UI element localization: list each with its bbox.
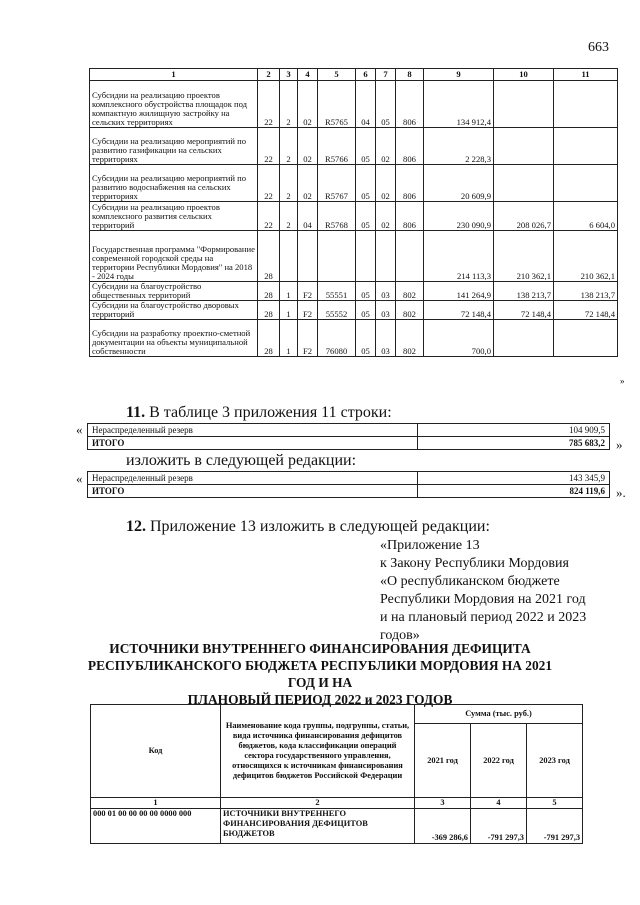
- row-code-cell: 802: [396, 282, 424, 301]
- row-amount: 214 113,3: [424, 231, 494, 282]
- header-cell: 11: [554, 69, 618, 81]
- section12-number: 12.: [126, 518, 146, 535]
- table-row: [90, 165, 618, 202]
- year-header: 2023 год: [527, 724, 583, 798]
- header-cell: 5: [318, 69, 356, 81]
- row-code-cell: 02: [376, 202, 396, 231]
- row-code-cell: 2: [280, 202, 298, 231]
- row-code-cell: 28: [258, 320, 280, 357]
- column-number: 1: [91, 798, 221, 809]
- row-code-cell: F2: [298, 282, 318, 301]
- row-name: Субсидии на реализацию проектов комплексного развития сельских территорий: [90, 202, 258, 231]
- row-name: Субсидии на благоустройство общественных территорий: [90, 282, 258, 301]
- row-amount: [494, 128, 554, 165]
- total-label: ИТОГО: [88, 437, 418, 450]
- header-cell: 4: [298, 69, 318, 81]
- header-cell: 10: [494, 69, 554, 81]
- row-code-cell: 05: [356, 165, 376, 202]
- row-code-cell: 55551: [318, 282, 356, 301]
- column-number-row: [91, 798, 583, 809]
- table-row: [88, 485, 610, 498]
- row-code-cell: 28: [258, 301, 280, 320]
- row-code-cell: R5765: [318, 81, 356, 128]
- row-value-2023: -791 297,3: [527, 809, 583, 844]
- appendix-caption: [380, 537, 586, 645]
- close-quote: »: [616, 437, 623, 452]
- row-code-cell: [298, 231, 318, 282]
- open-quote: «: [76, 471, 83, 486]
- row-code-cell: 03: [376, 320, 396, 357]
- row-code-cell: R5766: [318, 128, 356, 165]
- row-code-cell: 1: [280, 282, 298, 301]
- section11-text: В таблице 3 приложения 11 строки:: [149, 404, 392, 421]
- reserve-label: Нераспределенный резерв: [88, 472, 418, 485]
- row-code-cell: [318, 231, 356, 282]
- section12-heading: [126, 518, 490, 536]
- row-code-cell: 02: [376, 165, 396, 202]
- row-amount: 6 604,0: [554, 202, 618, 231]
- row-code-cell: 806: [396, 81, 424, 128]
- row-code-cell: 04: [298, 202, 318, 231]
- row-code-cell: 05: [356, 202, 376, 231]
- table-row: [90, 231, 618, 282]
- appendix-line: «Приложение 13: [380, 538, 480, 553]
- reserve-table-new: [87, 471, 610, 498]
- table-row: [90, 81, 618, 128]
- appropriations-table: [89, 68, 618, 357]
- row-code-cell: 22: [258, 202, 280, 231]
- table-row: [90, 282, 618, 301]
- reserve-table-old: [87, 423, 610, 450]
- row-code-cell: [396, 231, 424, 282]
- table-row: [90, 202, 618, 231]
- row-amount: 2 228,3: [424, 128, 494, 165]
- column-number: 3: [415, 798, 471, 809]
- row-code-cell: R5767: [318, 165, 356, 202]
- close-quote: ».: [616, 485, 626, 500]
- reserve-value: 143 345,9: [418, 472, 610, 485]
- reserve-label: Нераспределенный резерв: [88, 424, 418, 437]
- row-amount: 700,0: [424, 320, 494, 357]
- row-name: Субсидии на реализацию мероприятий по развитию газификации на сельских территориях: [90, 128, 258, 165]
- row-code-cell: 02: [376, 128, 396, 165]
- code-header: Код: [91, 705, 221, 798]
- row-code-cell: 02: [298, 165, 318, 202]
- table-header-row: [91, 705, 583, 724]
- table-row: [88, 437, 610, 450]
- row-amount: [494, 320, 554, 357]
- row-amount: [494, 81, 554, 128]
- table-row: [90, 301, 618, 320]
- table-row: [88, 424, 610, 437]
- table-row: [90, 128, 618, 165]
- row-value-2022: -791 297,3: [471, 809, 527, 844]
- row-amount: [554, 128, 618, 165]
- table-row: [91, 809, 583, 844]
- row-code-cell: 28: [258, 282, 280, 301]
- page-title: [80, 640, 560, 708]
- row-code-cell: 28: [258, 231, 280, 282]
- row-name: ИСТОЧНИКИ ВНУТРЕННЕГО ФИНАНСИРОВАНИЯ ДЕФИЦИТОВ БЮДЖЕТОВ: [221, 809, 415, 844]
- row-code-cell: 2: [280, 81, 298, 128]
- row-code-cell: 1: [280, 320, 298, 357]
- row-amount: 138 213,7: [494, 282, 554, 301]
- row-amount: 72 148,4: [424, 301, 494, 320]
- row-code-cell: 03: [376, 282, 396, 301]
- row-code-cell: 22: [258, 81, 280, 128]
- row-code: 000 01 00 00 00 00 0000 000: [91, 809, 221, 844]
- table-row: [90, 320, 618, 357]
- header-cell: 9: [424, 69, 494, 81]
- reserve-value: 104 909,5: [418, 424, 610, 437]
- header-cell: 1: [90, 69, 258, 81]
- row-name: Субсидии на реализацию проектов комплексного обустройства площадок под компактную жилищную застройку на сельских территориях: [90, 81, 258, 128]
- section11-heading: [126, 404, 392, 422]
- row-amount: [494, 165, 554, 202]
- mid-text: изложить в следующей редакции:: [126, 452, 357, 469]
- section11-number: 11.: [126, 404, 146, 421]
- appendix-line: и на плановый период 2022 и 2023: [380, 610, 587, 625]
- name-header: Наименование кода группы, подгруппы, статьи, вида источника финансирования дефицитов бюджетов, кода классификации операций сектора государственного управления, относящихся к источникам финансирования дефицитов бюджетов Российской Федерации: [221, 705, 415, 798]
- row-value-2021: -369 286,6: [415, 809, 471, 844]
- total-value: 824 119,6: [418, 485, 610, 498]
- row-amount: 138 213,7: [554, 282, 618, 301]
- title-line: ИСТОЧНИКИ ВНУТРЕННЕГО ФИНАНСИРОВАНИЯ ДЕФИЦИТА: [109, 641, 531, 656]
- open-quote: «: [76, 422, 83, 437]
- row-amount: 230 090,9: [424, 202, 494, 231]
- total-value: 785 683,2: [418, 437, 610, 450]
- row-amount: 72 148,4: [554, 301, 618, 320]
- header-cell: 3: [280, 69, 298, 81]
- table-header-row: [90, 69, 618, 81]
- row-code-cell: 04: [356, 81, 376, 128]
- appendix-line: «О республиканском бюджете: [380, 574, 560, 589]
- row-code-cell: 05: [356, 282, 376, 301]
- row-amount: [554, 81, 618, 128]
- title-line: РЕСПУБЛИКАНСКОГО БЮДЖЕТА РЕСПУБЛИКИ МОРДОВИЯ НА 2021 ГОД И НА: [87, 658, 553, 690]
- row-code-cell: 76080: [318, 320, 356, 357]
- row-code-cell: 22: [258, 165, 280, 202]
- header-cell: 6: [356, 69, 376, 81]
- row-code-cell: 02: [298, 128, 318, 165]
- row-code-cell: 1: [280, 301, 298, 320]
- row-code-cell: 806: [396, 165, 424, 202]
- row-amount: 72 148,4: [494, 301, 554, 320]
- row-code-cell: 05: [356, 128, 376, 165]
- year-header: 2021 год: [415, 724, 471, 798]
- row-code-cell: 806: [396, 202, 424, 231]
- table-row: [88, 472, 610, 485]
- appendix-line: годов»: [380, 628, 420, 643]
- row-code-cell: 05: [356, 301, 376, 320]
- row-amount: [554, 165, 618, 202]
- row-name: Субсидии на разработку проектно-сметной документации на объекты муниципальной собственности: [90, 320, 258, 357]
- row-code-cell: F2: [298, 301, 318, 320]
- header-cell: 8: [396, 69, 424, 81]
- row-code-cell: [280, 231, 298, 282]
- section12-text: Приложение 13 изложить в следующей редакции:: [150, 518, 490, 535]
- column-number: 5: [527, 798, 583, 809]
- row-name: Государственная программа "Формирование современной городской среды на территории Республики Мордовия" на 2018 - 2024 годы: [90, 231, 258, 282]
- appendix-line: Республики Мордовия на 2021 год: [380, 592, 586, 607]
- row-code-cell: 55552: [318, 301, 356, 320]
- row-amount: [554, 320, 618, 357]
- row-code-cell: 2: [280, 128, 298, 165]
- row-code-cell: 05: [376, 81, 396, 128]
- row-code-cell: [356, 231, 376, 282]
- row-amount: 208 026,7: [494, 202, 554, 231]
- page-number: 663: [588, 40, 609, 55]
- sources-table: [90, 704, 583, 844]
- row-code-cell: R5768: [318, 202, 356, 231]
- appendix-line: к Закону Республики Мордовия: [380, 556, 569, 571]
- row-name: Субсидии на реализацию мероприятий по развитию водоснабжения на сельских территориях: [90, 165, 258, 202]
- sum-header: Сумма (тыс. руб.): [415, 705, 583, 724]
- table1-close-quote: »: [620, 376, 625, 386]
- row-amount: 141 264,9: [424, 282, 494, 301]
- row-code-cell: [376, 231, 396, 282]
- row-code-cell: 802: [396, 301, 424, 320]
- header-cell: 7: [376, 69, 396, 81]
- total-label: ИТОГО: [88, 485, 418, 498]
- row-code-cell: 05: [356, 320, 376, 357]
- row-amount: 20 609,9: [424, 165, 494, 202]
- title-line: ПЛАНОВЫЙ ПЕРИОД 2022 и 2023 ГОДОВ: [187, 692, 453, 707]
- row-amount: 210 362,1: [494, 231, 554, 282]
- row-amount: 210 362,1: [554, 231, 618, 282]
- header-cell: 2: [258, 69, 280, 81]
- row-code-cell: 02: [298, 81, 318, 128]
- row-code-cell: 802: [396, 320, 424, 357]
- row-code-cell: F2: [298, 320, 318, 357]
- row-code-cell: 806: [396, 128, 424, 165]
- column-number: 2: [221, 798, 415, 809]
- row-code-cell: 2: [280, 165, 298, 202]
- row-amount: 134 912,4: [424, 81, 494, 128]
- row-name: Субсидии на благоустройство дворовых территорий: [90, 301, 258, 320]
- row-code-cell: 03: [376, 301, 396, 320]
- column-number: 4: [471, 798, 527, 809]
- year-header: 2022 год: [471, 724, 527, 798]
- row-code-cell: 22: [258, 128, 280, 165]
